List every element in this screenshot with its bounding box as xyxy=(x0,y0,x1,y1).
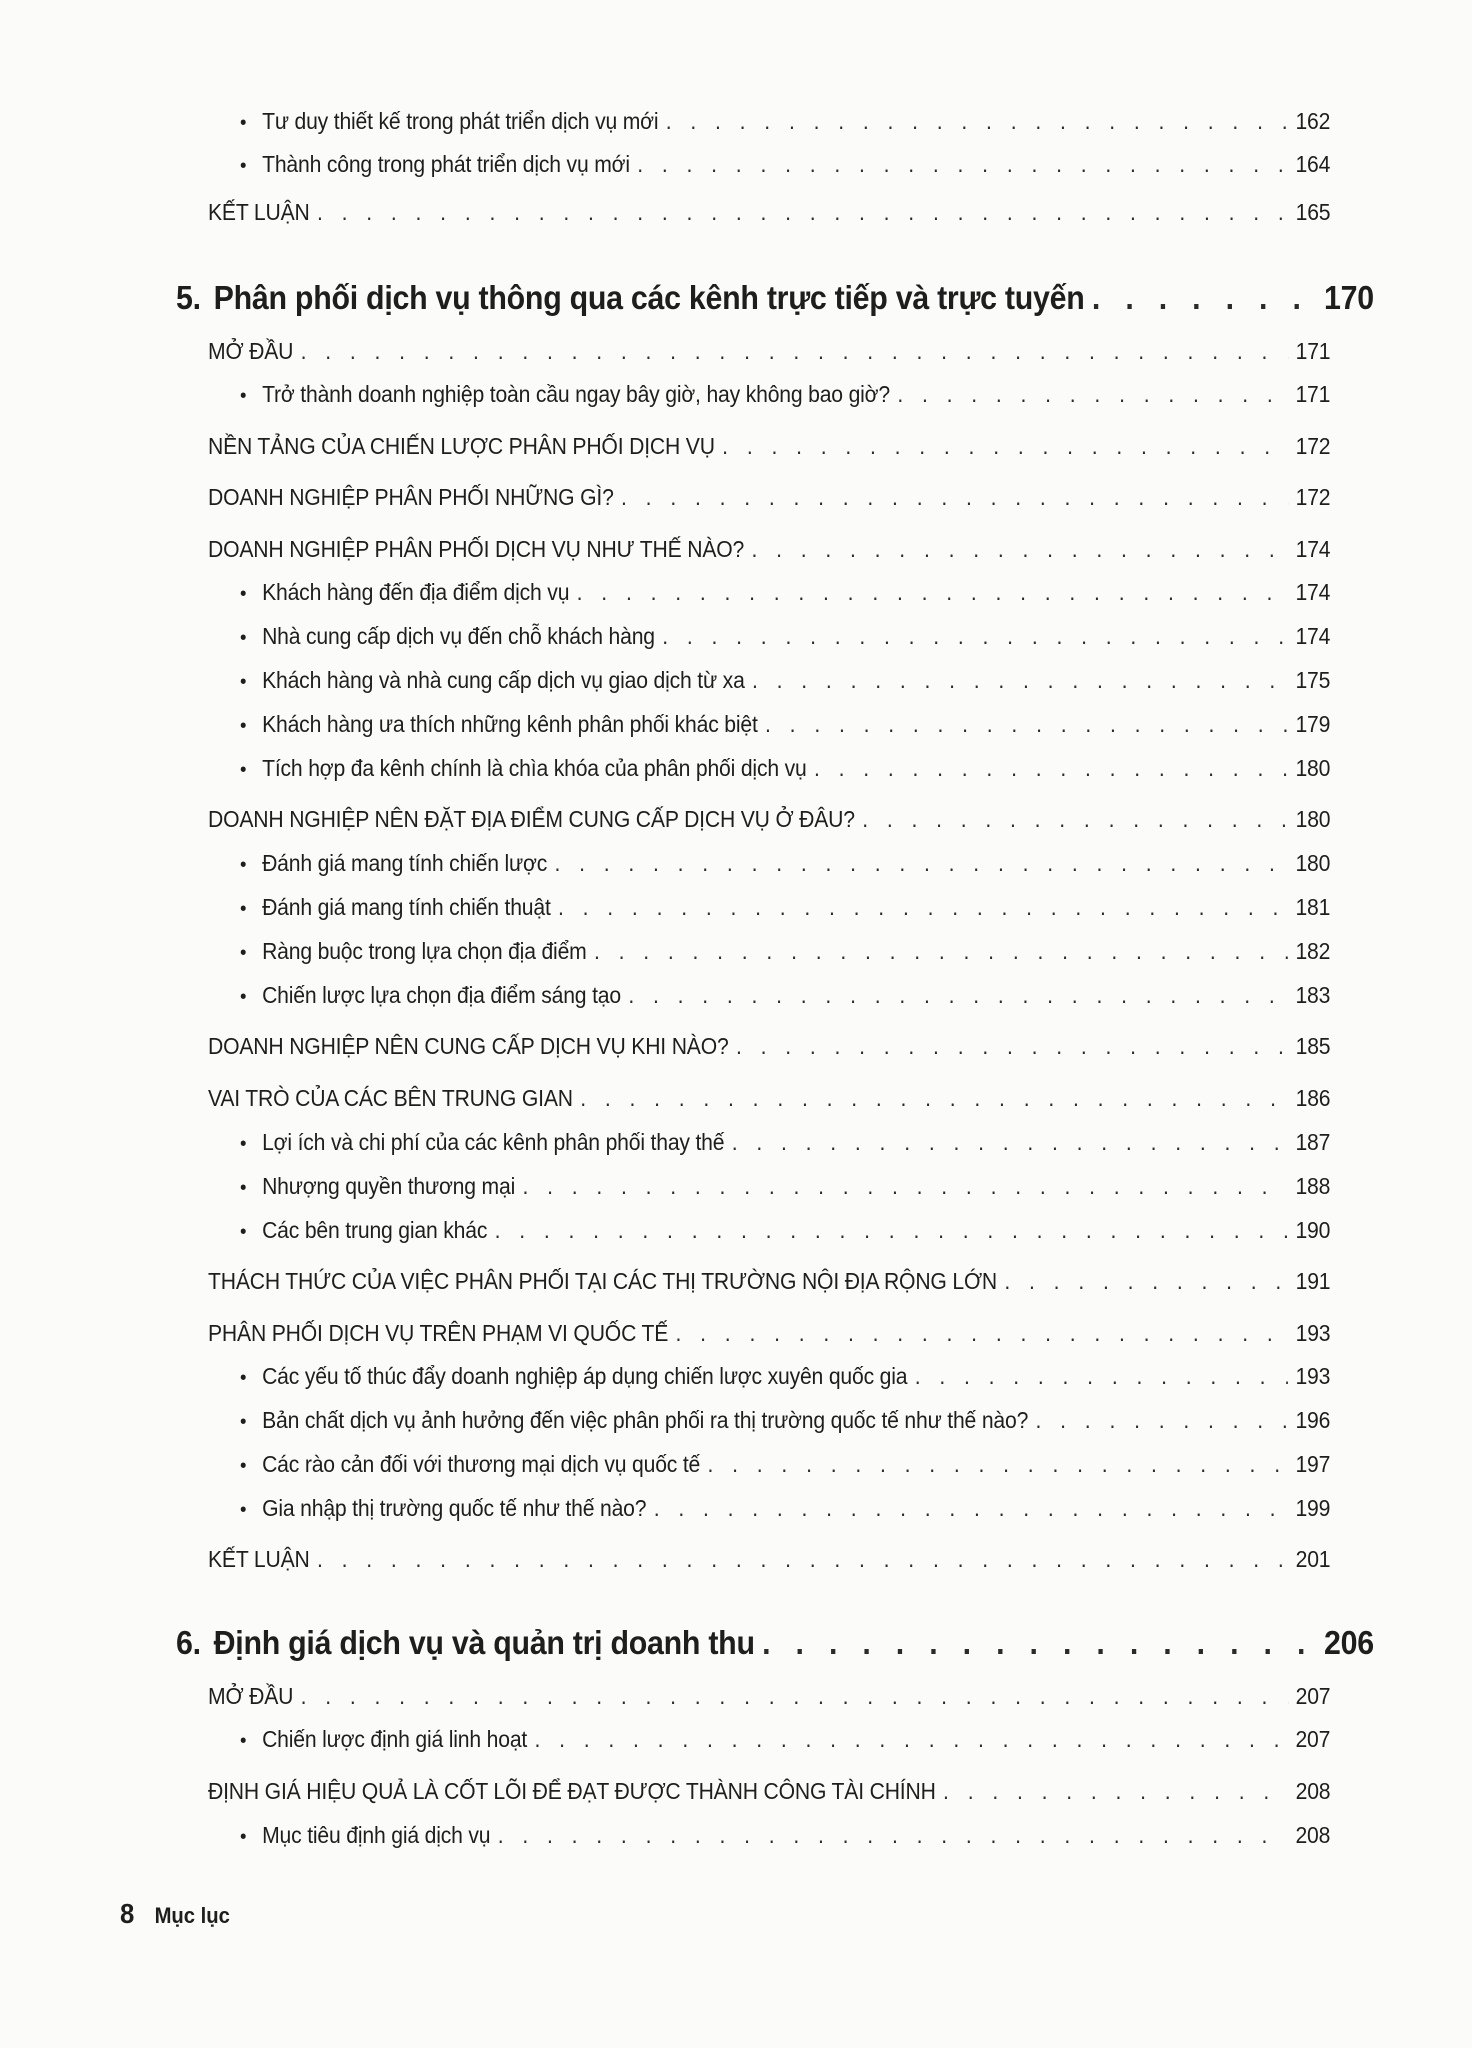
toc-subentry: • Chiến lược định giá linh hoạt . . . 207 xyxy=(240,1726,1330,1753)
footer-title: Mục lục xyxy=(154,1903,230,1928)
toc-section-entry: PHÂN PHỐI DỊCH VỤ TRÊN PHẠM VI QUỐC TẾ . . . 193 xyxy=(208,1320,1330,1347)
toc-subentry: • Khách hàng ưa thích những kênh phân phối khác biệt . . . 179 xyxy=(240,711,1330,738)
toc-subentry: • Khách hàng và nhà cung cấp dịch vụ giao dịch từ xa . . . 175 xyxy=(240,667,1330,694)
toc-section-entry: ĐỊNH GIÁ HIỆU QUẢ LÀ CỐT LÕI ĐỂ ĐẠT ĐƯỢC THÀNH CÔNG TÀI CHÍNH . . . 208 xyxy=(208,1778,1330,1805)
toc-subentry: • Đánh giá mang tính chiến thuật . . . 181 xyxy=(240,894,1330,921)
toc-section-entry: MỞ ĐẦU . . . 207 xyxy=(208,1683,1330,1710)
toc-section-entry: THÁCH THỨC CỦA VIỆC PHÂN PHỐI TẠI CÁC THỊ TRƯỜNG NỘI ĐỊA RỘNG LỚN . . . 191 xyxy=(208,1268,1330,1295)
toc-section-entry: DOANH NGHIỆP PHÂN PHỐI DỊCH VỤ NHƯ THẾ NÀO? . . . 174 xyxy=(208,536,1330,563)
toc-subentry: • Nhà cung cấp dịch vụ đến chỗ khách hàng . . . 174 xyxy=(240,623,1330,650)
toc-subentry: • Các bên trung gian khác . . . 190 xyxy=(240,1217,1330,1244)
toc-subentry: • Tích hợp đa kênh chính là chìa khóa của phân phối dịch vụ . . . 180 xyxy=(240,755,1330,782)
toc-chapter-entry: 6. Định giá dịch vụ và quản trị doanh thu . . . 206 xyxy=(176,1624,1374,1662)
toc-subentry: • Gia nhập thị trường quốc tế như thế nào? . . . 199 xyxy=(240,1495,1330,1522)
toc-subentry: • Đánh giá mang tính chiến lược . . . 180 xyxy=(240,850,1330,877)
toc-subentry: • Bản chất dịch vụ ảnh hưởng đến việc phân phối ra thị trường quốc tế như thế nào? . . . 196 xyxy=(240,1407,1330,1434)
toc-subentry: • Ràng buộc trong lựa chọn địa điểm . . . 182 xyxy=(240,938,1330,965)
toc-subentry: • Mục tiêu định giá dịch vụ . . . 208 xyxy=(240,1822,1330,1849)
toc-subentry: • Khách hàng đến địa điểm dịch vụ . . . 174 xyxy=(240,579,1330,606)
toc-section-entry: NỀN TẢNG CỦA CHIẾN LƯỢC PHÂN PHỐI DỊCH VỤ . . . 172 xyxy=(208,433,1330,460)
toc-section-entry: DOANH NGHIỆP NÊN CUNG CẤP DỊCH VỤ KHI NÀO? . . . 185 xyxy=(208,1033,1330,1060)
toc-subentry: • Tư duy thiết kế trong phát triển dịch vụ mới . . . 162 xyxy=(240,108,1330,135)
toc-subentry: • Các rào cản đối với thương mại dịch vụ quốc tế . . . 197 xyxy=(240,1451,1330,1478)
toc-subentry: • Nhượng quyền thương mại . . . 188 xyxy=(240,1173,1330,1200)
toc-section-entry: VAI TRÒ CỦA CÁC BÊN TRUNG GIAN . . . 186 xyxy=(208,1085,1330,1112)
toc-subentry: • Lợi ích và chi phí của các kênh phân phối thay thế . . . 187 xyxy=(240,1129,1330,1156)
toc-subentry: • Chiến lược lựa chọn địa điểm sáng tạo . . . 183 xyxy=(240,982,1330,1009)
toc-section-entry: DOANH NGHIỆP NÊN ĐẶT ĐỊA ĐIỂM CUNG CẤP DỊCH VỤ Ở ĐÂU? . . . 180 xyxy=(208,806,1330,833)
toc-subentry: • Các yếu tố thúc đẩy doanh nghiệp áp dụng chiến lược xuyên quốc gia . . . 193 xyxy=(240,1363,1330,1390)
toc-subentry: • Thành công trong phát triển dịch vụ mới . . . 164 xyxy=(240,151,1330,178)
toc-section-entry: KẾT LUẬN . . . 201 xyxy=(208,1546,1330,1573)
toc-section-entry: MỞ ĐẦU . . . 171 xyxy=(208,338,1330,365)
footer-page-number: 8 xyxy=(120,1898,135,1929)
toc-chapter-entry: 5. Phân phối dịch vụ thông qua các kênh trực tiếp và trực tuyến . . . 170 xyxy=(176,279,1374,317)
toc-subentry: • Trở thành doanh nghiệp toàn cầu ngay bây giờ, hay không bao giờ? . . . 171 xyxy=(240,381,1330,408)
toc-section-entry: DOANH NGHIỆP PHÂN PHỐI NHỮNG GÌ? . . . 172 xyxy=(208,484,1330,511)
page-footer xyxy=(120,1898,230,1930)
toc-section-entry: KẾT LUẬN . . . 165 xyxy=(208,199,1330,226)
